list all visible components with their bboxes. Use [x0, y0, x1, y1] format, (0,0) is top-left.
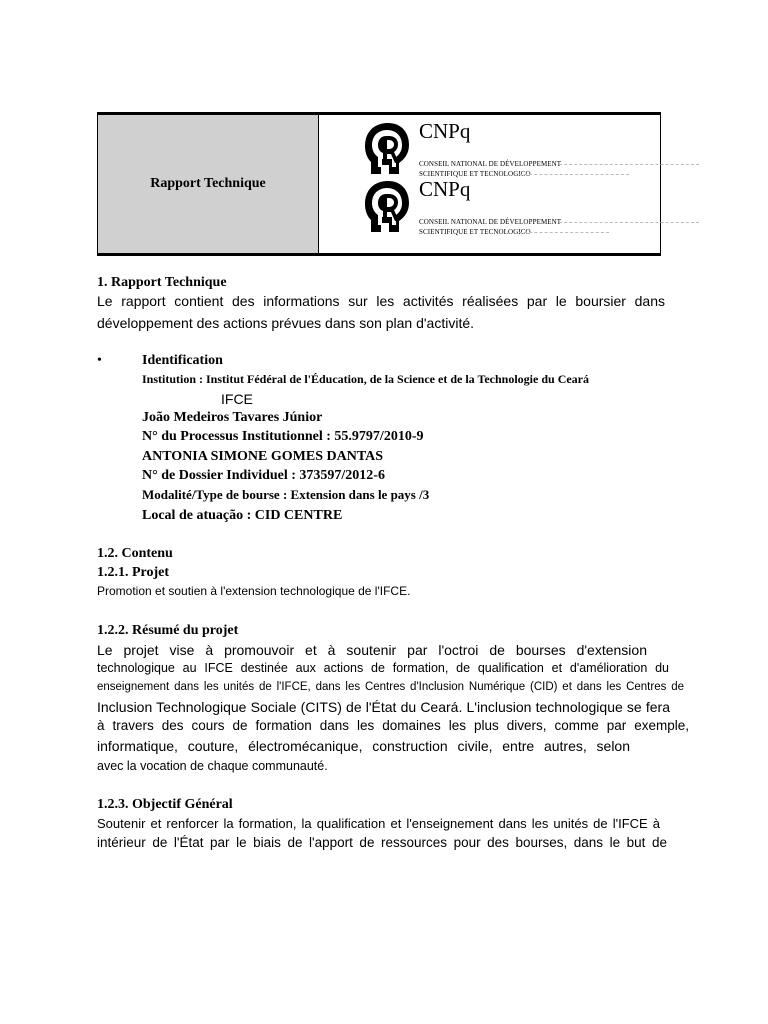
- summary-line: enseignement dans les unités de l'IFCE, dans les Centres d'Inclusion Numérique (CID) et dans les Centres de: [97, 681, 684, 693]
- header-table: [97, 112, 661, 256]
- objective-line: intérieur de l'État par le biais de l'apport de ressources pour des bourses, dans le but de: [97, 835, 667, 850]
- identification-heading: Identification: [142, 353, 223, 368]
- holder-name: ANTONIA SIMONE GOMES DANTAS: [142, 449, 384, 464]
- coordinator-name: João Medeiros Tavares Júnior: [142, 410, 323, 425]
- content-heading: 1.2. Contenu: [97, 546, 173, 561]
- logo-line-1: CONSEIL NATIONAL DE DÉVELOPPEMENT: [419, 218, 562, 226]
- logo-line-1: CONSEIL NATIONAL DE DÉVELOPPEMENT: [419, 160, 562, 168]
- summary-heading: 1.2.2. Résumé du projet: [97, 623, 239, 638]
- section-text-line: Le rapport contient des informations sur les activités réalisées par le boursier dans: [97, 293, 665, 309]
- logo-divider: [519, 232, 609, 233]
- logo-cell: [319, 115, 660, 253]
- cnpq-emblem-icon: [359, 119, 417, 177]
- institution-acronym: IFCE: [221, 391, 253, 407]
- process-number: N° du Processus Institutionnel : 55.9797/2010-9: [142, 429, 424, 444]
- logo-name: CNPq: [419, 177, 471, 201]
- logo-name: CNPq: [419, 119, 471, 143]
- logo-divider: [519, 174, 629, 175]
- summary-line: technologique au IFCE destinée aux actions de formation, de qualification et d'amélioration du: [97, 661, 669, 675]
- objective-line: Soutenir et renforcer la formation, la qualification et l'enseignement dans les unités de l'IFCE à: [97, 816, 660, 831]
- bullet: •: [97, 353, 102, 368]
- project-heading: 1.2.1. Projet: [97, 565, 170, 580]
- summary-line: avec la vocation de chaque communauté.: [97, 759, 328, 773]
- cnpq-logo: [359, 177, 609, 235]
- logo-line-2: SCIENTIFIQUE ET TECNOLOGICO: [419, 170, 531, 178]
- location: Local de atuação : CID CENTRE: [142, 508, 343, 523]
- report-title: Rapport Technique: [150, 176, 266, 191]
- section-heading: 1. Rapport Technique: [97, 275, 227, 290]
- dossier-number: N° de Dossier Individuel : 373597/2012-6: [142, 468, 385, 483]
- cnpq-logo: [359, 119, 609, 177]
- objective-heading: 1.2.3. Objectif Général: [97, 797, 233, 812]
- report-title-cell: [98, 115, 319, 253]
- logo-divider: [559, 222, 699, 223]
- grant-modality: Modalité/Type de bourse : Extension dans le pays /3: [142, 487, 430, 502]
- logo-line-2: SCIENTIFIQUE ET TECNOLOGICO: [419, 228, 531, 236]
- institution: Institution : Institut Fédéral de l'Éducation, de la Science et de la Technologie du Ceará: [142, 372, 590, 386]
- summary-line: Inclusion Technologique Sociale (CITS) de l'État du Ceará. L'inclusion technologique se fera: [97, 699, 670, 715]
- summary-line: informatique, couture, électromécanique, construction civile, entre autres, selon: [97, 738, 630, 754]
- project-text: Promotion et soutien à l'extension technologique de l'IFCE.: [97, 584, 411, 598]
- section-text-line: développement des actions prévues dans son plan d'activité.: [97, 315, 475, 331]
- cnpq-emblem-icon: [359, 177, 417, 235]
- summary-line: à travers des cours de formation dans les domaines les plus divers, comme par exemple,: [97, 718, 689, 733]
- summary-line: Le projet vise à promouvoir et à soutenir par l'octroi de bourses d'extension: [97, 642, 647, 658]
- logo-divider: [559, 164, 699, 165]
